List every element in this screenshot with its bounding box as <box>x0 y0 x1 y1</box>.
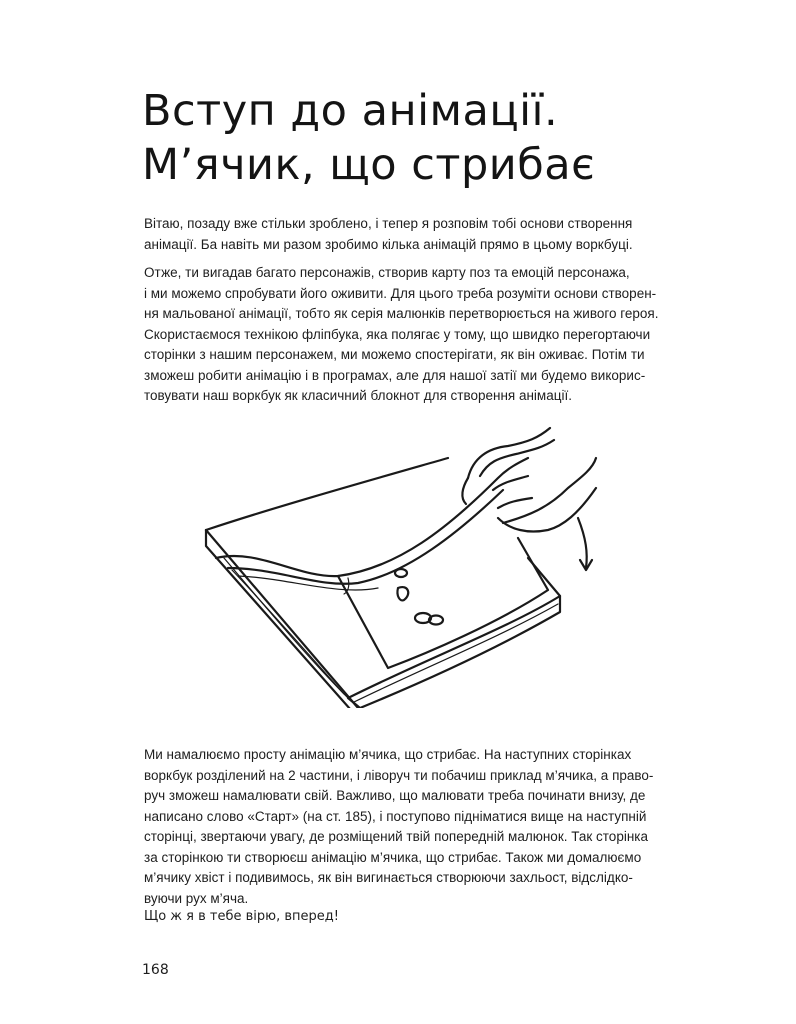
text-line: Отже, ти вигадав багато персонажів, створив карту поз та емоцій персонажа, <box>144 265 630 280</box>
text-line: воркбук розділений на 2 частини, і ліворуч ти побачиш приклад м’ячика, а право- <box>144 767 654 783</box>
third-paragraph <box>144 745 664 909</box>
text-line: Вітаю, позаду вже стільки зроблено, і тепер я розповім тобі основи створення <box>144 216 633 231</box>
text-line: Скористаємося технікою фліпбука, яка полягає у тому, що швидко перегортаючи <box>144 326 651 342</box>
text-line: за сторінкою ти створюєш анімацію м’ячика, що стрибає. Також ми домалюємо <box>144 849 642 865</box>
text-line: і ми можемо спробувати його оживити. Для цього треба розуміти основи створен- <box>144 285 657 301</box>
text-line: написано слово «Старт» (на ст. 185), і поступово підніматися вище на наступній <box>144 808 647 824</box>
intro-paragraph <box>144 214 664 255</box>
flipbook-hand-illustration <box>198 418 598 708</box>
ball-drawing-1 <box>395 569 407 577</box>
page-number: 168 <box>142 962 169 978</box>
closing-line: Що ж я в тебе вірю, вперед! <box>144 909 339 924</box>
top-page <box>338 538 548 668</box>
text-line: зможеш робити анімацію і в програмах, але для нашої затії ми будемо викорис- <box>144 367 646 383</box>
book-back-edge <box>206 458 448 530</box>
text-line: сторінки з нашим персонажем, ми можемо спостерігати, як він оживає. Потім ти <box>144 347 645 362</box>
text-line: Ми намалюємо просту анімацію м’ячика, що стрибає. На наступних сторінках <box>144 747 632 762</box>
hand-fingers <box>468 428 550 478</box>
text-line: сторінці, звертаючи увагу, де розміщений твій попередній малюнок. Так сторінка <box>144 829 648 844</box>
title-line-2: М’ячик, що стрибає <box>142 140 596 190</box>
text-line: ня мальованої анімації, тобто як серія малюнків перетворюється на живого героя. <box>144 306 659 321</box>
text-line: вуючи рух м’яча. <box>144 890 249 906</box>
hand-palm <box>503 458 596 523</box>
text-line: товувати наш воркбук як класичний блокнот для створення анімації. <box>144 388 572 403</box>
ball-drawing-2 <box>397 587 408 600</box>
text-line: руч зможеш намалювати свій. Важливо, що малювати треба починати внизу, де <box>144 788 646 803</box>
second-paragraph <box>144 263 664 407</box>
text-line: м’ячику хвіст і подивимось, як він вигинається створюючи захльост, відслідко- <box>144 870 633 885</box>
title-line-1: Вступ до анімації. <box>142 86 559 136</box>
page-title <box>142 84 702 192</box>
text-line: анімації. Ба навіть ми разом зробимо кілька анімацій прямо в цьому воркбуці. <box>144 236 633 252</box>
